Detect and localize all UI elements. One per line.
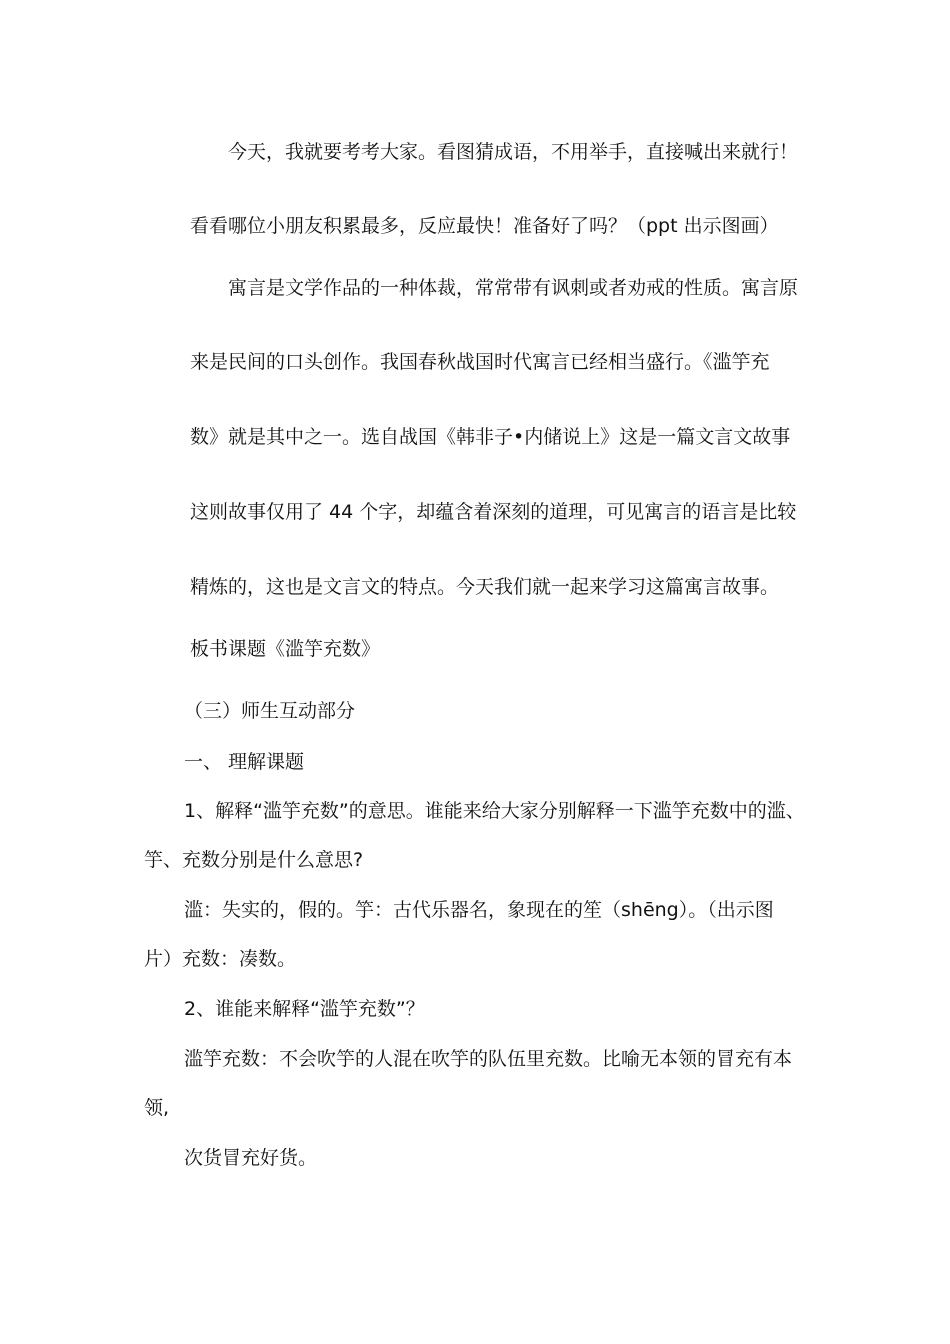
question-1-line-1: 1、解释“滥竽充数”的意思。谁能来给大家分别解释一下滥竽充数中的滥、 xyxy=(184,800,805,822)
question-1-line-2: 竽、充数分别是什么意思? xyxy=(144,849,364,871)
paragraph-line-4: 来是民间的口头创作。我国春秋战国时代寓言已经相当盛行。《滥竽充 xyxy=(190,351,770,373)
answer-line-1: 滥竽充数：不会吹竽的人混在吹竽的队伍里充数。比喻无本领的冒充有本 xyxy=(184,1048,793,1070)
paragraph-line-5: 数》就是其中之一。选自战国《韩非子•内储说上》这是一篇文言文故事 xyxy=(190,426,791,448)
subsection-heading: 一、 理解课题 xyxy=(184,751,305,773)
blackboard-title-line: 板书课题《滥竽充数》 xyxy=(190,638,381,660)
paragraph-line-7: 精炼的，这也是文言文的特点。今天我们就一起来学习这篇寓言故事。 xyxy=(190,576,780,598)
answer-line-2: 领, xyxy=(144,1097,170,1119)
paragraph-line-2: 看看哪位小朋友积累最多，反应最快！准备好了吗？（ppt 出示图画） xyxy=(190,215,779,237)
paragraph-line-1: 今天，我就要考考大家。看图猜成语，不用举手，直接喊出来就行！ xyxy=(228,141,799,163)
section-heading: （三）师生互动部分 xyxy=(184,700,356,722)
definition-line-1: 滥：失实的，假的。竽：古代乐器名，象现在的笙（shēng）。（出示图 xyxy=(184,899,774,921)
answer-line-3: 次货冒充好货。 xyxy=(184,1147,318,1169)
definition-line-2: 片）充数：凑数。 xyxy=(144,948,297,970)
paragraph-line-6: 这则故事仅用了 44 个字，却蕴含着深刻的道理，可见寓言的语言是比较 xyxy=(190,501,797,523)
question-2-line: 2、谁能来解释“滥竽充数”？ xyxy=(184,998,425,1020)
paragraph-line-3: 寓言是文学作品的一种体裁，常常带有讽刺或者劝戒的性质。寓言原 xyxy=(228,277,799,299)
